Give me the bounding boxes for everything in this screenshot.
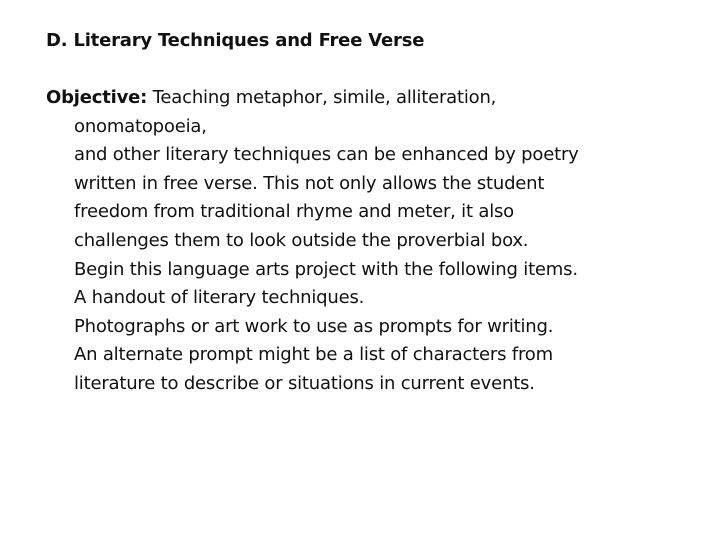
paragraph-line: A handout of literary techniques. [74, 287, 365, 309]
paragraph-line: An alternate prompt might be a list of characters from [74, 344, 553, 366]
objective-line-1 [46, 84, 706, 113]
paragraph-line: written in free verse. This not only allows the student [74, 172, 545, 194]
paragraph-line: and other literary techniques can be enhanced by poetry [74, 144, 579, 166]
paragraph-line: Begin this language arts project with the following items. [74, 258, 578, 280]
paragraph-line: challenges them to look outside the proverbial box. [74, 229, 529, 251]
paragraph-line: freedom from traditional rhyme and meter, it also [74, 201, 514, 223]
objective-paragraph [46, 84, 706, 399]
paragraph-line: literature to describe or situations in current events. [74, 372, 535, 394]
objective-label: Objective: [46, 87, 148, 108]
slide-title: D. Literary Techniques and Free Verse [46, 30, 425, 51]
paragraph-line: Photographs or art work to use as prompts for writing. [74, 315, 554, 337]
paragraph-line: onomatopoeia, [74, 115, 207, 137]
objective-text: Teaching metaphor, simile, alliteration, [147, 87, 497, 108]
